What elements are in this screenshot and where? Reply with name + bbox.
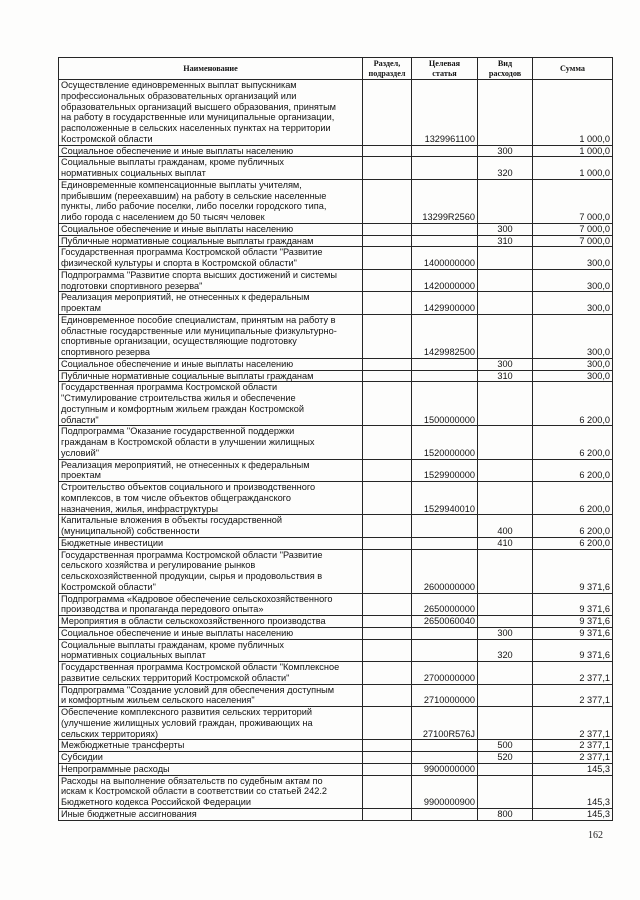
name-cell: Государственная программа Костромской области "Развитие сельского хозяйства и регулирование рынков сельскохозяйственной продукции, сырья и продовольствия в Костромской области" (59, 549, 363, 593)
sum-cell: 6 200,0 (533, 482, 613, 515)
type-cell (478, 247, 533, 270)
sum-cell: 2 377,1 (533, 684, 613, 707)
section-cell (363, 80, 412, 146)
table-header (59, 58, 613, 80)
type-cell (478, 459, 533, 482)
sum-cell: 1 000,0 (533, 80, 613, 146)
target-cell (412, 145, 478, 157)
target-cell: 1400000000 (412, 247, 478, 270)
table-row (59, 482, 613, 515)
target-cell: 1420000000 (412, 269, 478, 292)
target-cell: 13299R2560 (412, 179, 478, 223)
name-cell: Социальные выплаты гражданам, кроме публичных нормативных социальных выплат (59, 639, 363, 662)
header-target: Целевая статья (412, 58, 478, 80)
name-cell: Расходы на выполнение обязательств по судебным актам по искам к Костромской области в соответствии со статьей 242.2 Бюджетного кодекса Российской Федерации (59, 775, 363, 808)
table-row (59, 549, 613, 593)
name-cell: Государственная программа Костромской области "Развитие физической культуры и спорта в Костромской области" (59, 247, 363, 270)
section-cell (363, 247, 412, 270)
table-row (59, 292, 613, 315)
sum-cell: 300,0 (533, 269, 613, 292)
name-cell: Обеспечение комплексного развития сельских территорий (улучшение жилищных условий граждан, проживающих на сельских территориях) (59, 707, 363, 740)
type-cell: 310 (478, 370, 533, 382)
section-cell (363, 179, 412, 223)
section-cell (363, 459, 412, 482)
target-cell (412, 223, 478, 235)
section-cell (363, 639, 412, 662)
section-cell (363, 382, 412, 426)
name-cell: Субсидии (59, 752, 363, 764)
table-row (59, 593, 613, 616)
sum-cell: 145,3 (533, 763, 613, 775)
section-cell (363, 157, 412, 180)
name-cell: Публичные нормативные социальные выплаты гражданам (59, 235, 363, 247)
table-row (59, 426, 613, 459)
target-cell: 1429900000 (412, 292, 478, 315)
budget-table (58, 57, 613, 821)
section-cell (363, 269, 412, 292)
target-cell (412, 515, 478, 538)
table-row (59, 235, 613, 247)
section-cell (363, 235, 412, 247)
type-cell: 310 (478, 235, 533, 247)
target-cell (412, 358, 478, 370)
name-cell: Строительство объектов социального и производственного комплексов, в том числе объектов общегражданского назначения, жилья, инфраструктуры (59, 482, 363, 515)
type-cell (478, 593, 533, 616)
section-cell (363, 616, 412, 628)
section-cell (363, 223, 412, 235)
name-cell: Публичные нормативные социальные выплаты гражданам (59, 370, 363, 382)
section-cell (363, 537, 412, 549)
table-row (59, 752, 613, 764)
section-cell (363, 662, 412, 685)
type-cell: 400 (478, 515, 533, 538)
type-cell (478, 707, 533, 740)
sum-cell: 7 000,0 (533, 235, 613, 247)
target-cell (412, 740, 478, 752)
target-cell: 1500000000 (412, 382, 478, 426)
section-cell (363, 752, 412, 764)
table-row (59, 616, 613, 628)
table-row (59, 627, 613, 639)
name-cell: Социальное обеспечение и иные выплаты населению (59, 223, 363, 235)
sum-cell: 7 000,0 (533, 179, 613, 223)
table-row (59, 358, 613, 370)
type-cell (478, 763, 533, 775)
section-cell (363, 145, 412, 157)
sum-cell: 145,3 (533, 775, 613, 808)
sum-cell: 9 371,6 (533, 616, 613, 628)
name-cell: Единовременное пособие специалистам, принятым на работу в областные государственные или муниципальные физкультурно- спортивные организации, осуществляющие подготовку спортивного резерва (59, 314, 363, 358)
sum-cell: 1 000,0 (533, 145, 613, 157)
table-row (59, 763, 613, 775)
type-cell: 410 (478, 537, 533, 549)
target-cell (412, 235, 478, 247)
name-cell: Государственная программа Костромской области "Комплексное развитие сельских территорий Костромской области" (59, 662, 363, 685)
name-cell: Государственная программа Костромской области "Стимулирование строительства жилья и обеспечение доступным и комфортным жильем граждан Костромской области" (59, 382, 363, 426)
name-cell: Подпрограмма "Создание условий для обеспечения доступным и комфортным жильем сельского населения" (59, 684, 363, 707)
target-cell (412, 639, 478, 662)
section-cell (363, 775, 412, 808)
target-cell: 1329961100 (412, 80, 478, 146)
type-cell (478, 179, 533, 223)
sum-cell: 9 371,6 (533, 593, 613, 616)
header-row (59, 58, 613, 80)
table-row (59, 775, 613, 808)
target-cell: 2600000000 (412, 549, 478, 593)
table-row (59, 314, 613, 358)
sum-cell: 1 000,0 (533, 157, 613, 180)
sum-cell: 9 371,6 (533, 549, 613, 593)
name-cell: Социальное обеспечение и иные выплаты населению (59, 358, 363, 370)
sum-cell: 6 200,0 (533, 459, 613, 482)
table-row (59, 740, 613, 752)
type-cell (478, 482, 533, 515)
table-row (59, 808, 613, 820)
type-cell: 520 (478, 752, 533, 764)
type-cell: 800 (478, 808, 533, 820)
target-cell (412, 752, 478, 764)
type-cell (478, 662, 533, 685)
target-cell: 2650060040 (412, 616, 478, 628)
type-cell (478, 616, 533, 628)
section-cell (363, 370, 412, 382)
section-cell (363, 292, 412, 315)
section-cell (363, 549, 412, 593)
name-cell: Социальное обеспечение и иные выплаты населению (59, 145, 363, 157)
section-cell (363, 740, 412, 752)
page-number: 162 (588, 830, 603, 841)
table-row (59, 707, 613, 740)
section-cell (363, 593, 412, 616)
sum-cell: 300,0 (533, 292, 613, 315)
sum-cell: 2 377,1 (533, 662, 613, 685)
section-cell (363, 763, 412, 775)
type-cell: 300 (478, 145, 533, 157)
target-cell (412, 808, 478, 820)
sum-cell: 2 377,1 (533, 740, 613, 752)
section-cell (363, 707, 412, 740)
type-cell (478, 80, 533, 146)
section-cell (363, 482, 412, 515)
type-cell (478, 314, 533, 358)
target-cell: 9900000000 (412, 763, 478, 775)
name-cell: Социальное обеспечение и иные выплаты населению (59, 627, 363, 639)
type-cell: 300 (478, 223, 533, 235)
target-cell: 1529900000 (412, 459, 478, 482)
type-cell: 300 (478, 627, 533, 639)
type-cell: 320 (478, 157, 533, 180)
sum-cell: 2 377,1 (533, 707, 613, 740)
section-cell (363, 358, 412, 370)
sum-cell: 6 200,0 (533, 382, 613, 426)
target-cell: 1529940010 (412, 482, 478, 515)
name-cell: Капитальные вложения в объекты государственной (муниципальной) собственности (59, 515, 363, 538)
table-row (59, 80, 613, 146)
target-cell: 9900000900 (412, 775, 478, 808)
table-row (59, 223, 613, 235)
type-cell (478, 426, 533, 459)
table-row (59, 247, 613, 270)
name-cell: Подпрограмма «Кадровое обеспечение сельскохозяйственного производства и пропаганда передового опыта» (59, 593, 363, 616)
name-cell: Реализация мероприятий, не отнесенных к федеральным проектам (59, 459, 363, 482)
section-cell (363, 808, 412, 820)
sum-cell: 9 371,6 (533, 627, 613, 639)
type-cell (478, 269, 533, 292)
name-cell: Подпрограмма "Оказание государственной поддержки гражданам в Костромской области в улучшении жилищных условий" (59, 426, 363, 459)
type-cell: 300 (478, 358, 533, 370)
sum-cell: 6 200,0 (533, 426, 613, 459)
sum-cell: 145,3 (533, 808, 613, 820)
target-cell (412, 627, 478, 639)
header-type: Вид расходов (478, 58, 533, 80)
name-cell: Подпрограмма "Развитие спорта высших достижений и системы подготовки спортивного резерва" (59, 269, 363, 292)
header-section: Раздел, подраздел (363, 58, 412, 80)
section-cell (363, 515, 412, 538)
type-cell (478, 775, 533, 808)
sum-cell: 9 371,6 (533, 639, 613, 662)
name-cell: Осуществление единовременных выплат выпускникам профессиональных образовательных организаций или образовательных организаций высшего образования, принятым на работу в государственные или муниципальные организации, расположенные в сельских населенных пунктах на территории Костромской области (59, 80, 363, 146)
sum-cell: 300,0 (533, 247, 613, 270)
table-row (59, 269, 613, 292)
name-cell: Непрограммные расходы (59, 763, 363, 775)
type-cell (478, 382, 533, 426)
target-cell: 27100R576J (412, 707, 478, 740)
table-row (59, 639, 613, 662)
header-name: Наименование (59, 58, 363, 80)
name-cell: Мероприятия в области сельскохозяйственного производства (59, 616, 363, 628)
name-cell: Бюджетные инвестиции (59, 537, 363, 549)
table-row (59, 370, 613, 382)
target-cell: 2650000000 (412, 593, 478, 616)
name-cell: Социальные выплаты гражданам, кроме публичных нормативных социальных выплат (59, 157, 363, 180)
target-cell (412, 157, 478, 180)
table-row (59, 179, 613, 223)
sum-cell: 300,0 (533, 370, 613, 382)
table-row (59, 537, 613, 549)
table-body (59, 80, 613, 821)
header-sum: Сумма (533, 58, 613, 80)
section-cell (363, 314, 412, 358)
sum-cell: 300,0 (533, 314, 613, 358)
name-cell: Единовременные компенсационные выплаты учителям, прибывшим (переехавшим) на работу в сельские населенные пункты, либо рабочие поселки, либо поселки городского типа, либо города с населением до 50 тысяч человек (59, 179, 363, 223)
section-cell (363, 426, 412, 459)
table-row (59, 145, 613, 157)
name-cell: Иные бюджетные ассигнования (59, 808, 363, 820)
name-cell: Межбюджетные трансферты (59, 740, 363, 752)
table-row (59, 662, 613, 685)
sum-cell: 7 000,0 (533, 223, 613, 235)
section-cell (363, 627, 412, 639)
table-row (59, 684, 613, 707)
sum-cell: 300,0 (533, 358, 613, 370)
target-cell: 1429982500 (412, 314, 478, 358)
section-cell (363, 684, 412, 707)
type-cell: 500 (478, 740, 533, 752)
type-cell (478, 292, 533, 315)
table-row (59, 515, 613, 538)
target-cell (412, 537, 478, 549)
target-cell: 2700000000 (412, 662, 478, 685)
table-row (59, 459, 613, 482)
target-cell: 1520000000 (412, 426, 478, 459)
target-cell (412, 370, 478, 382)
type-cell: 320 (478, 639, 533, 662)
type-cell (478, 684, 533, 707)
sum-cell: 6 200,0 (533, 515, 613, 538)
type-cell (478, 549, 533, 593)
target-cell: 2710000000 (412, 684, 478, 707)
name-cell: Реализация мероприятий, не отнесенных к федеральным проектам (59, 292, 363, 315)
table-row (59, 157, 613, 180)
table-row (59, 382, 613, 426)
sum-cell: 2 377,1 (533, 752, 613, 764)
sum-cell: 6 200,0 (533, 537, 613, 549)
